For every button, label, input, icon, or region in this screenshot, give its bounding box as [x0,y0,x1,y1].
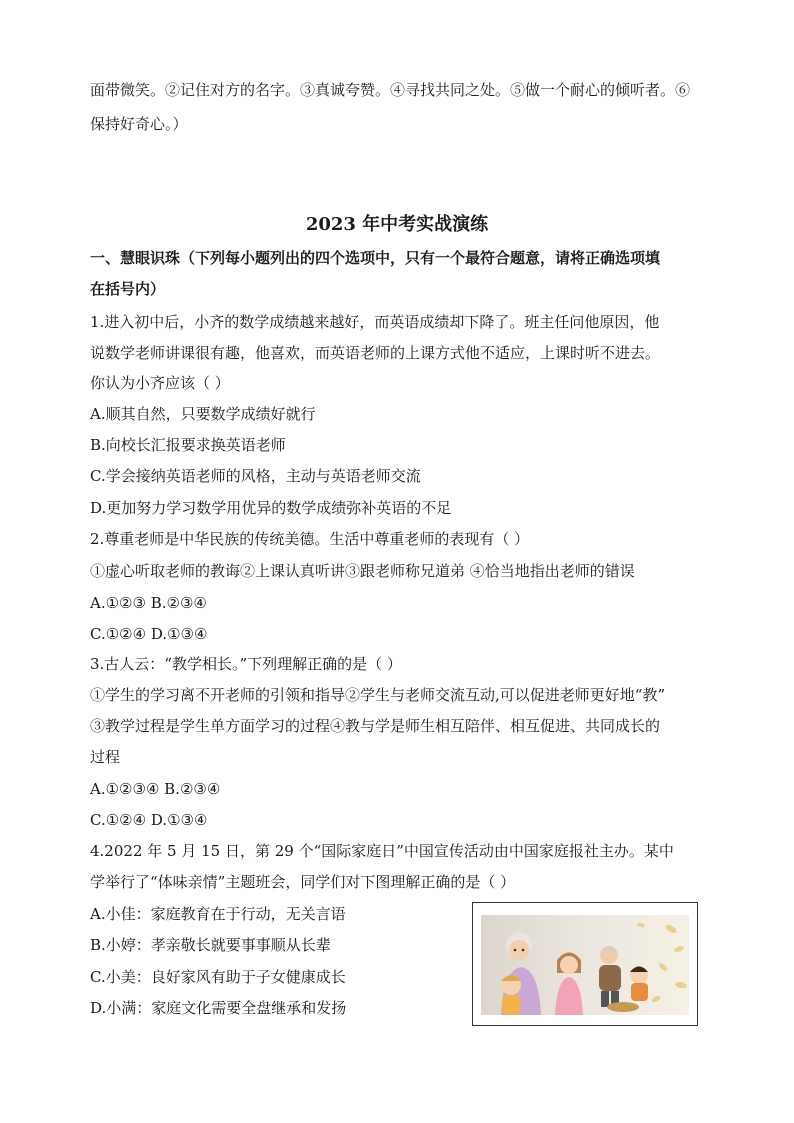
q4-option-a: A.小佳：家庭教育在于行动，无关言语 [90,905,346,923]
q4-option-b: B.小婷：孝亲敬长就要事事顺从长辈 [90,936,331,954]
q3-items-line-3: 过程 [90,748,121,766]
q1-stem-line-3: 你认为小齐应该（ ） [90,374,230,392]
q1-stem-line-2: 说数学老师讲课很有趣，他喜欢，而英语老师的上课方式他不适应，上课时听不进去。 [90,344,661,362]
q2-options-row-2: C.①②④ D.①③④ [90,625,208,643]
q1-option-c: C.学会接纳英语老师的风格，主动与英语老师交流 [90,467,421,485]
q4-stem-line-1: 4.2022 年 5 月 15 日，第 29 个“国际家庭日”中国宣传活动由中国家庭报社主办。某中 [90,842,674,860]
section-heading-line-1: 一、慧眼识珠（下列每小题列出的四个选项中，只有一个最符合题意，请将正确选项填 [90,249,661,267]
q4-option-d: D.小满：家庭文化需要全盘继承和发扬 [90,999,347,1017]
q4-stem-line-2: 学举行了“体味亲情”主题班会，同学们对下图理解正确的是（ ） [90,873,516,891]
q3-options-row-2: C.①②④ D.①③④ [90,811,208,829]
q1-option-a: A.顺其自然，只要数学成绩好就行 [90,405,316,423]
q2-options-row-1: A.①②③ B.②③④ [90,594,207,612]
q3-options-row-1: A.①②③④ B.②③④ [90,780,221,798]
q1-stem-line-1: 1.进入初中后，小齐的数学成绩越来越好，而英语成绩却下降了。班主任问他原因，他 [90,313,660,331]
q3-stem: 3.古人云：“教学相长。”下列理解正确的是（ ） [90,655,402,673]
family-illustration [481,915,689,1015]
q2-stem: 2.尊重老师是中华民族的传统美德。生活中尊重老师的表现有（ ） [90,530,530,548]
family-illustration-frame [472,902,698,1026]
section-heading-line-2: 在括号内） [90,280,166,298]
intro-line-1: 面带微笑。②记住对方的名字。③真诚夸赞。④寻找共同之处。⑤做一个耐心的倾听者。⑥ [90,81,691,99]
q4-option-c: C.小美：良好家风有助于子女健康成长 [90,968,346,986]
intro-line-2: 保持好奇心。） [90,115,188,133]
page-title: 2023 年中考实战演练 [305,214,489,235]
q3-items-line-2: ③教学过程是学生单方面学习的过程④教与学是师生相互陪伴、相互促进、共同成长的 [90,717,661,735]
q1-option-d: D.更加努力学习数学用优异的数学成绩弥补英语的不足 [90,499,452,517]
q2-items: ①虚心听取老师的教诲②上课认真听讲③跟老师称兄道弟 ④恰当地指出老师的错误 [90,562,635,580]
q3-items-line-1: ①学生的学习离不开老师的引领和指导②学生与老师交流互动,可以促进老师更好地“教” [90,686,666,704]
q1-option-b: B.向校长汇报要求换英语老师 [90,436,286,454]
